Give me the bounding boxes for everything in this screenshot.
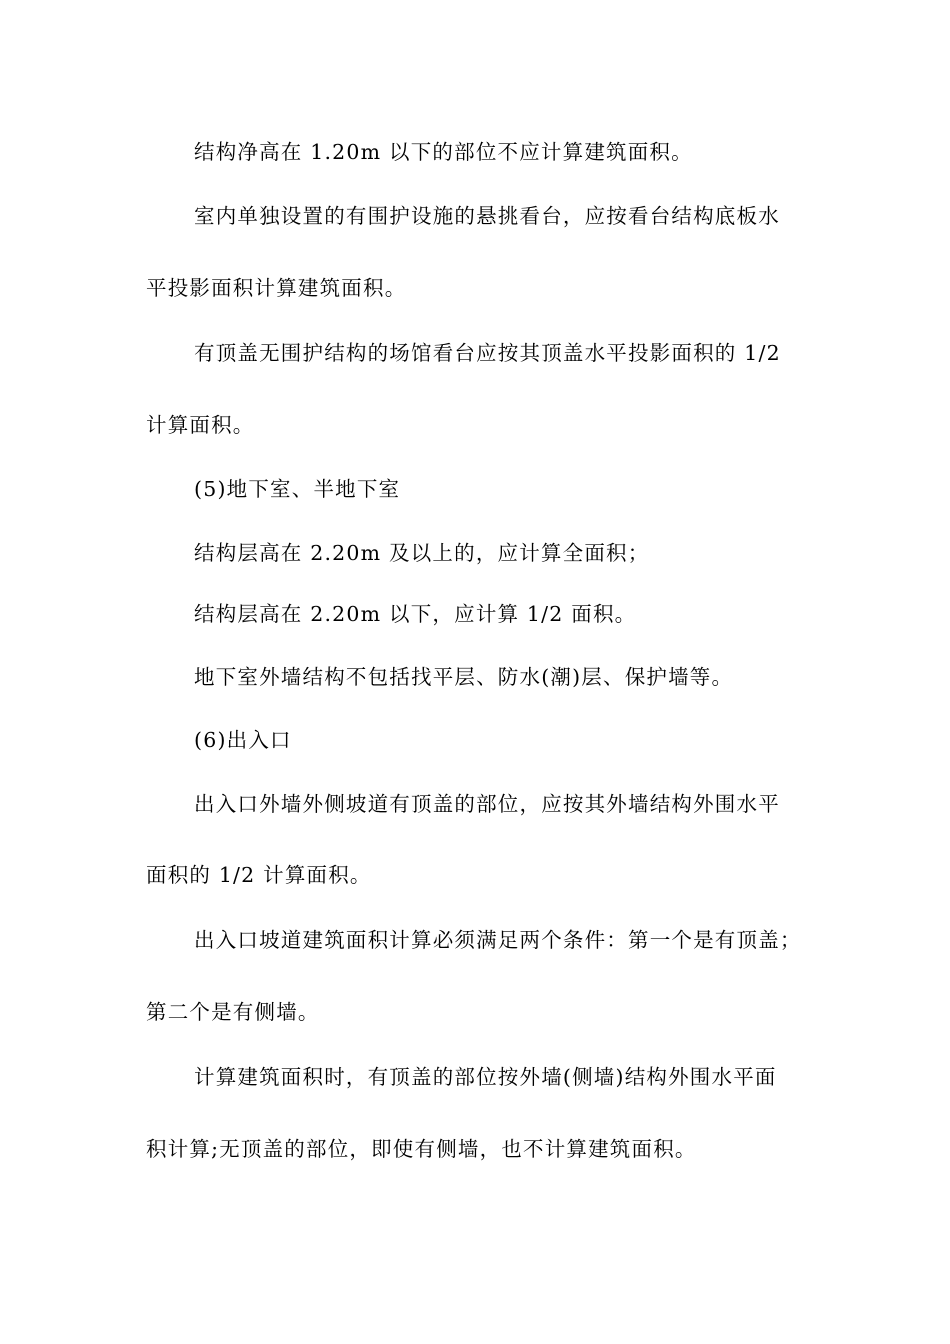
section-heading: (5)地下室、半地下室 <box>194 477 401 501</box>
text-line: 平投影面积计算建筑面积。 <box>146 276 407 300</box>
text-line: 第二个是有侧墙。 <box>146 1000 320 1024</box>
text-line: 结构层高在 2.20m 及以上的，应计算全面积； <box>194 541 650 565</box>
text-line: 计算建筑面积时，有顶盖的部位按外墙(侧墙)结构外围水平面 <box>194 1065 777 1089</box>
text-line: 出入口坡道建筑面积计算必须满足两个条件：第一个是有顶盖； <box>194 928 802 952</box>
section-heading: (6)出入口 <box>194 728 292 752</box>
text-line: 结构层高在 2.20m 以下，应计算 1/2 面积。 <box>194 602 637 626</box>
text-line: 地下室外墙结构不包括找平层、防水(潮)层、保护墙等。 <box>194 665 734 689</box>
text-line: 面积的 1/2 计算面积。 <box>146 863 372 887</box>
text-line: 出入口外墙外侧坡道有顶盖的部位，应按其外墙结构外围水平 <box>194 792 780 816</box>
text-line: 计算面积。 <box>146 413 255 437</box>
text-line: 结构净高在 1.20m 以下的部位不应计算建筑面积。 <box>194 140 693 164</box>
text-line: 室内单独设置的有围护设施的悬挑看台，应按看台结构底板水 <box>194 204 780 228</box>
text-line: 积计算;无顶盖的部位，即使有侧墙，也不计算建筑面积。 <box>146 1137 697 1161</box>
text-line: 有顶盖无围护结构的场馆看台应按其顶盖水平投影面积的 1/2 <box>194 341 781 365</box>
